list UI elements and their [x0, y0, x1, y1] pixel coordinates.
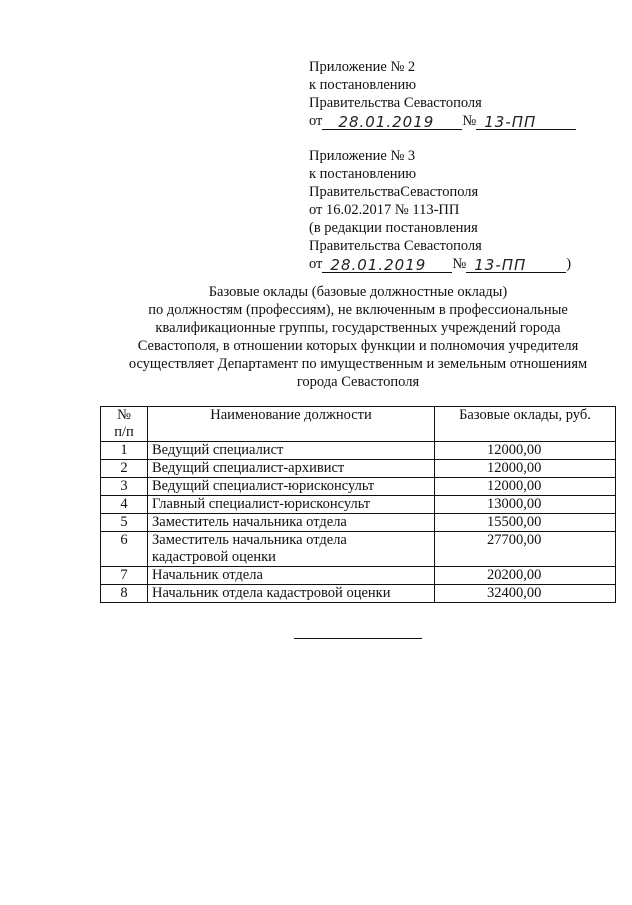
- row-salary: 15500,00: [435, 514, 616, 532]
- row-position-text: Начальник отдела: [152, 567, 263, 583]
- row-number: 5: [101, 514, 148, 532]
- row-position: [148, 532, 435, 567]
- header-salary: Базовые оклады, руб.: [435, 407, 616, 442]
- appendix-3-line3: ПравительстваСевастополя: [309, 184, 479, 200]
- row-number: 4: [101, 496, 148, 514]
- table-row: [101, 478, 616, 496]
- number-prefix: №: [462, 113, 477, 129]
- handwritten-date: 28.01.2019: [330, 256, 427, 274]
- row-position: [148, 514, 435, 532]
- row-position-text: Ведущий специалист-юрисконсульт: [152, 478, 375, 494]
- title-line: Базовые оклады (базовые должностные оклады): [208, 284, 508, 300]
- row-position-text: Заместитель начальника отдела: [152, 514, 347, 530]
- appendix-3-header: [309, 147, 571, 273]
- table-row: [101, 567, 616, 585]
- title-line: города Севастополя: [296, 374, 420, 390]
- row-position-text-line2: кадастровой оценки: [152, 549, 276, 565]
- row-position-text: Заместитель начальника отдела: [152, 532, 347, 548]
- row-salary: 20200,00: [435, 567, 616, 585]
- row-salary: 12000,00: [435, 478, 616, 496]
- header-number: [101, 407, 148, 442]
- document-title: [100, 283, 616, 391]
- row-position: [148, 478, 435, 496]
- header-position: Наименование должности: [148, 407, 435, 442]
- row-number: 2: [101, 460, 148, 478]
- row-salary: 27700,00: [435, 532, 616, 567]
- appendix-3-line5: (в редакции постановления: [309, 220, 478, 236]
- row-number: 3: [101, 478, 148, 496]
- row-position: [148, 567, 435, 585]
- appendix-2-line3: Правительства Севастополя: [309, 95, 482, 111]
- header-number-line2: п/п: [114, 424, 134, 440]
- row-position: [148, 460, 435, 478]
- appendix-2-header: [309, 58, 576, 130]
- row-number: 1: [101, 442, 148, 460]
- row-salary: 12000,00: [435, 442, 616, 460]
- number-fill: [466, 256, 566, 273]
- date-prefix: от: [309, 113, 323, 129]
- table-row: [101, 532, 616, 567]
- table-row: [101, 460, 616, 478]
- title-line: по должностям (профессиям), не включенным в профессиональные: [148, 302, 568, 318]
- row-position-text: Ведущий специалист: [152, 442, 284, 458]
- title-line: осуществляет Департамент по имущественным и земельным отношениям: [128, 356, 588, 372]
- row-position: [148, 585, 435, 603]
- handwritten-number: 13-ПП: [474, 256, 527, 274]
- row-position: [148, 496, 435, 514]
- title-line: Севастополя, в отношении которых функции и полномочия учредителя: [137, 338, 579, 354]
- handwritten-number: 13-ПП: [484, 113, 537, 131]
- row-position-text: Начальник отдела кадастровой оценки: [152, 585, 391, 601]
- row-position: [148, 442, 435, 460]
- appendix-3-line6: Правительства Севастополя: [309, 238, 482, 254]
- row-position-text: Ведущий специалист-архивист: [152, 460, 345, 476]
- header-number-line1: №: [117, 407, 131, 423]
- appendix-2-title: Приложение № 2: [309, 59, 416, 75]
- date-prefix: от: [309, 256, 323, 272]
- closing-rule: [294, 638, 422, 639]
- appendix-3-line4: от 16.02.2017 № 113-ПП: [309, 202, 460, 218]
- title-line: квалификационные группы, государственных учреждений города: [155, 320, 561, 336]
- number-fill: [476, 113, 576, 130]
- row-salary: 13000,00: [435, 496, 616, 514]
- table-header-row: [101, 407, 616, 442]
- appendix-2-date-line: [309, 112, 576, 130]
- handwritten-date: 28.01.2019: [338, 113, 435, 131]
- row-number: 6: [101, 532, 148, 567]
- table-row: [101, 496, 616, 514]
- row-salary: 32400,00: [435, 585, 616, 603]
- row-position-text: Главный специалист-юрисконсульт: [152, 496, 371, 512]
- date-fill: [322, 256, 452, 273]
- closing-paren: ): [566, 256, 572, 272]
- appendix-3-date-line: [309, 255, 571, 273]
- appendix-3-title: Приложение № 3: [309, 148, 416, 164]
- table-row: [101, 442, 616, 460]
- row-number: 8: [101, 585, 148, 603]
- date-fill: [322, 113, 462, 130]
- table-row: [101, 514, 616, 532]
- salary-table: [100, 406, 616, 603]
- number-prefix: №: [452, 256, 467, 272]
- appendix-2-line2: к постановлению: [309, 77, 417, 93]
- row-number: 7: [101, 567, 148, 585]
- appendix-3-line2: к постановлению: [309, 166, 417, 182]
- table-row: [101, 585, 616, 603]
- row-salary: 12000,00: [435, 460, 616, 478]
